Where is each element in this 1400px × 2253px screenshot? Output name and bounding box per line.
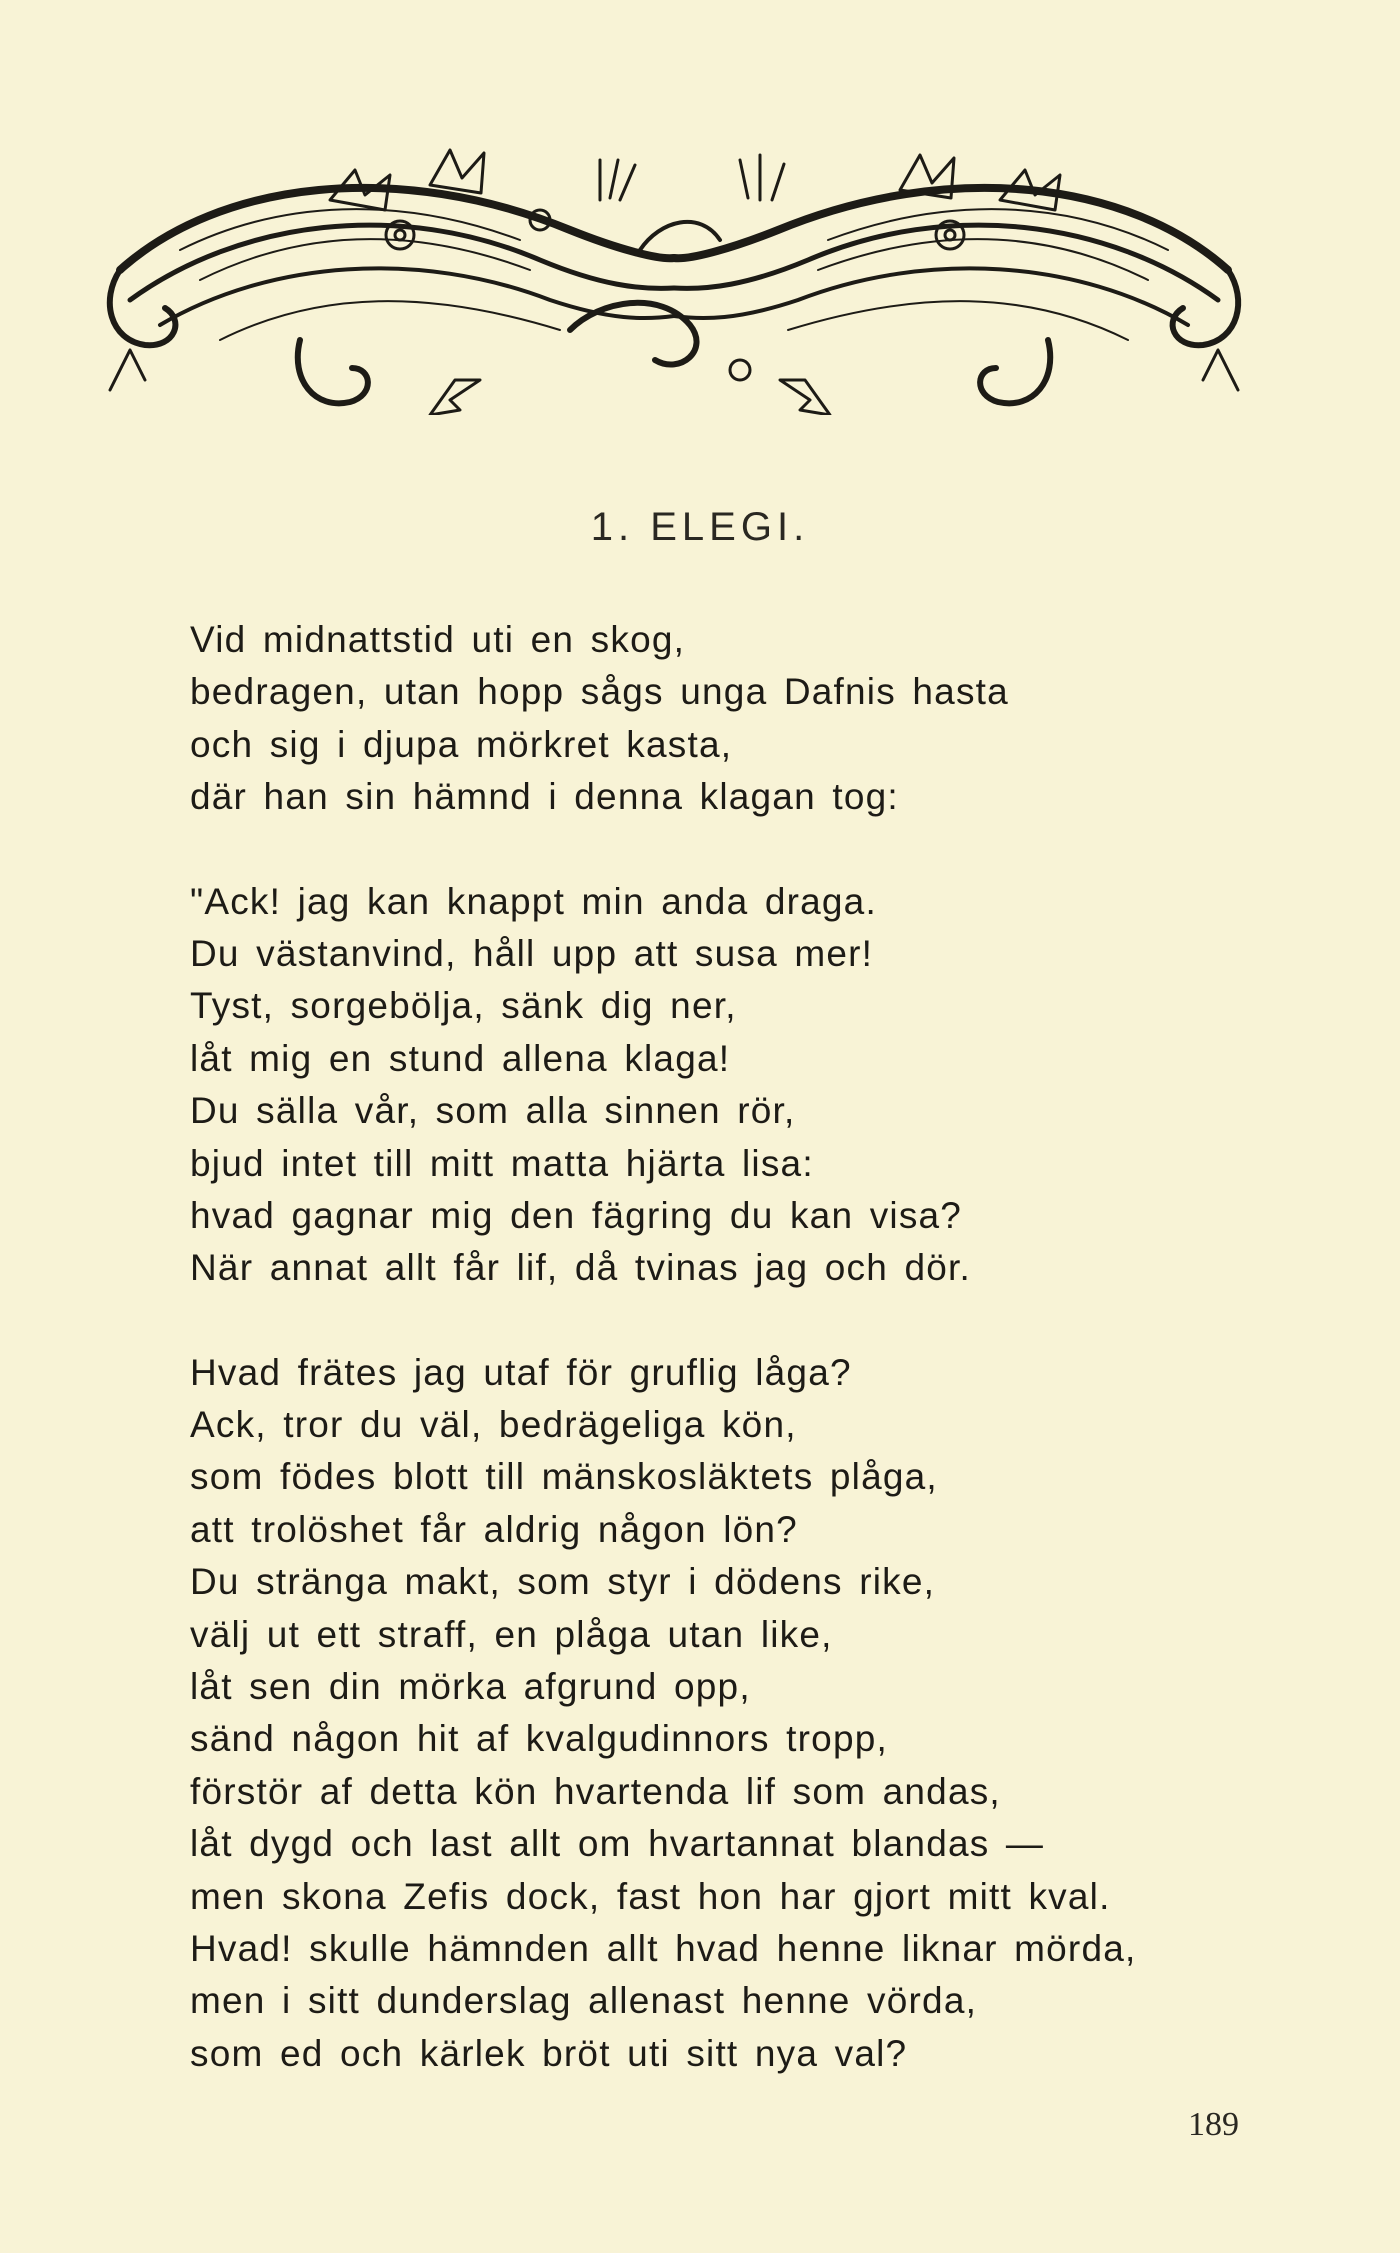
verse-line: låt mig en stund allena klaga!: [190, 1037, 731, 1079]
verse-line: men skona Zefis dock, fast hon har gjort mitt kval.: [190, 1875, 1111, 1917]
poem-title: 1. ELEGI.: [590, 505, 810, 549]
stanza-1: [190, 614, 1310, 824]
verse-line: Tyst, sorgebölja, sänk dig ner,: [190, 985, 737, 1027]
verse-line: välj ut ett straff, en plåga utan like,: [190, 1613, 833, 1655]
verse-line: förstör af detta kön hvartenda lif som andas,: [190, 1770, 1001, 1812]
verse-line: låt dygd och last allt om hvartannat blandas —: [190, 1823, 1045, 1865]
page-number: 189: [1188, 2106, 1239, 2143]
verse-line: När annat allt får lif, då tvinas jag och dör.: [190, 1247, 971, 1289]
verse-line: och sig i djupa mörkret kasta,: [190, 723, 733, 765]
verse-line: låt sen din mörka afgrund opp,: [190, 1666, 751, 1708]
verse-line: Du stränga makt, som styr i dödens rike,: [190, 1561, 936, 1603]
verse-line: sänd någon hit af kvalgudinnors tropp,: [190, 1718, 888, 1760]
stanza-3: [190, 1347, 1310, 2080]
floral-vignette-icon: [100, 140, 1248, 415]
verse-line: Du sälla vår, som alla sinnen rör,: [190, 1090, 796, 1132]
verse-line: Du västanvind, håll upp att susa mer!: [190, 932, 874, 974]
verse-line: bjud intet till mitt matta hjärta lisa:: [190, 1142, 814, 1184]
verse-line: Ack, tror du väl, bedrägeliga kön,: [190, 1404, 797, 1446]
verse-line: som födes blott till mänskosläktets plåga,: [190, 1456, 938, 1498]
verse-line: där han sin hämnd i denna klagan tog:: [190, 776, 899, 818]
verse-line: hvad gagnar mig den fägring du kan visa?: [190, 1194, 963, 1236]
verse-line: Vid midnattstid uti en skog,: [190, 619, 686, 660]
verse-line: som ed och kärlek bröt uti sitt nya val?: [190, 2032, 908, 2074]
poem-body: [190, 614, 1310, 2080]
stanza-2: [190, 876, 1310, 1295]
verse-line: "Ack! jag kan knappt min anda draga.: [190, 880, 877, 922]
verse-line: bedragen, utan hopp sågs unga Dafnis hasta: [190, 671, 1009, 713]
verse-line: att trolöshet får aldrig någon lön?: [190, 1508, 798, 1550]
verse-line: men i sitt dunderslag allenast henne vörda,: [190, 1980, 978, 2022]
verse-line: Hvad! skulle hämnden allt hvad henne liknar mörda,: [190, 1927, 1137, 1969]
verse-line: Hvad frätes jag utaf för gruflig låga?: [190, 1351, 852, 1393]
